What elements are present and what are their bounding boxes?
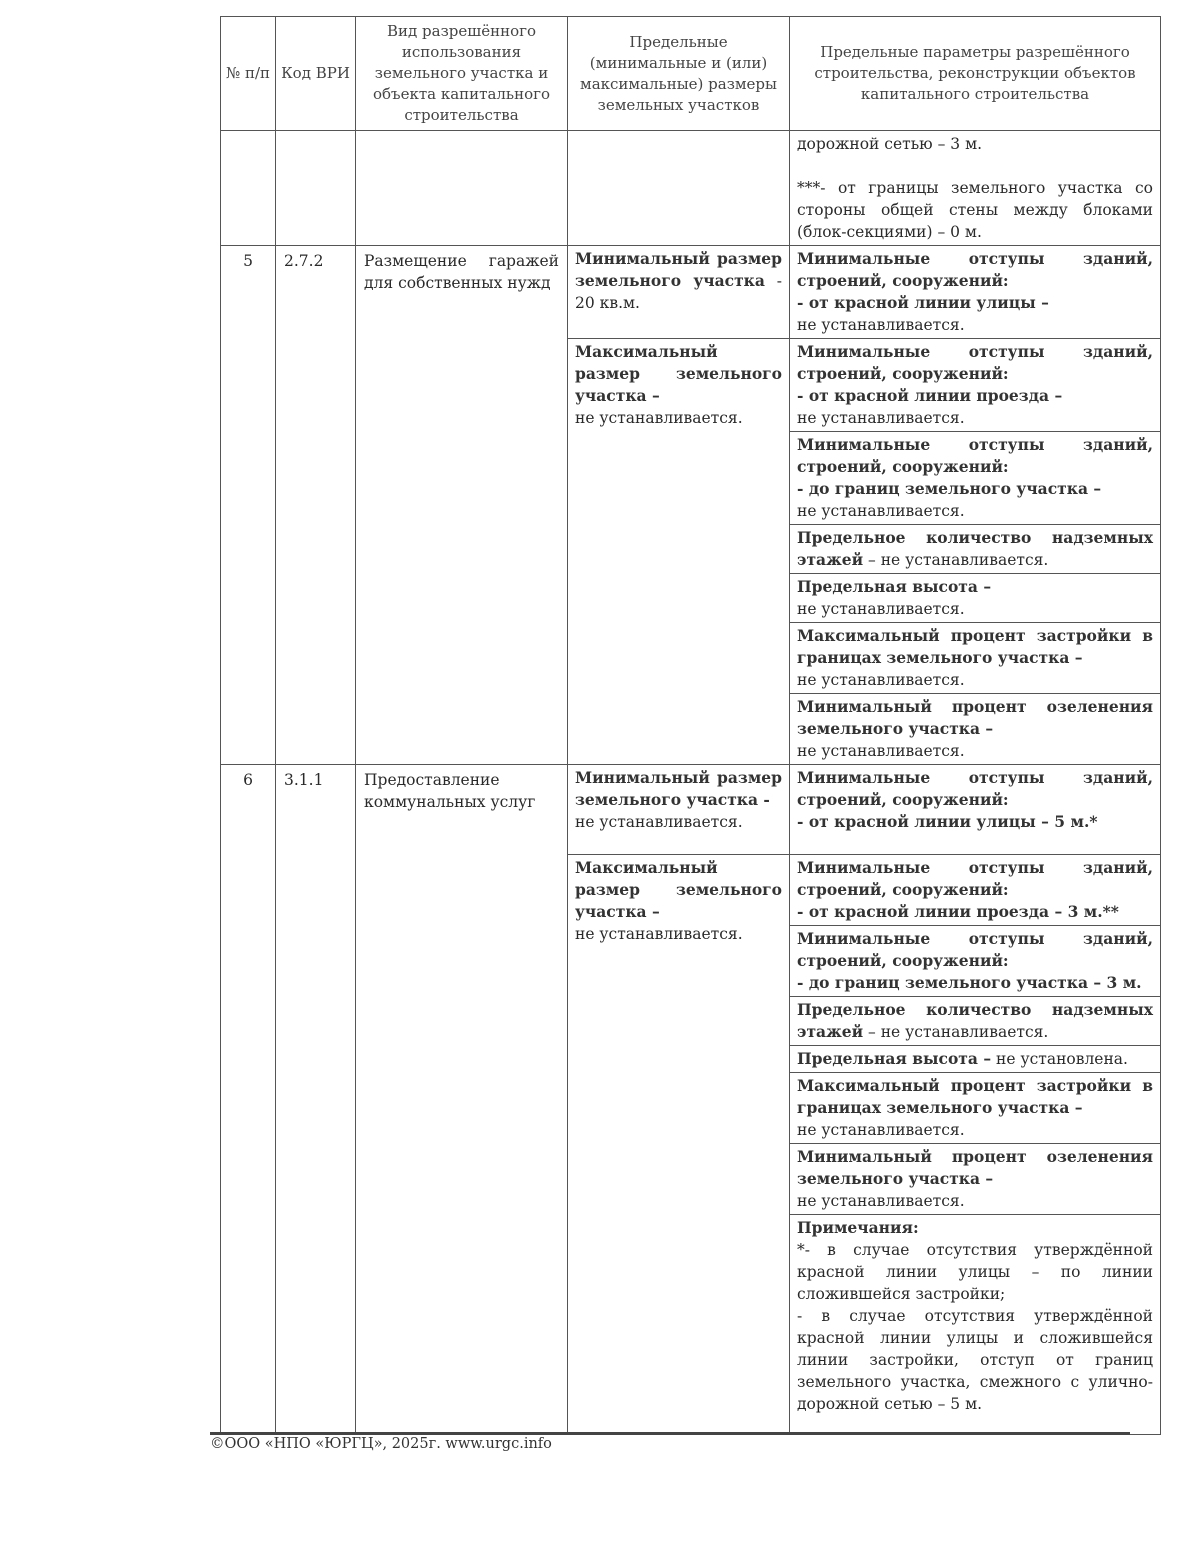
row6-param-7: Минимальный процент озеленения земельного участка – не устанавливается.	[790, 1144, 1161, 1215]
row6-min-size: Минимальный размер земельного участка - не устанавливается.	[568, 765, 790, 855]
row5-param-6: Максимальный процент застройки в границах земельного участка – не устанавливается.	[790, 623, 1161, 694]
row6-notes	[790, 1215, 1161, 1435]
row6-param-5: Предельная высота – не установлена.	[790, 1046, 1161, 1073]
row6-param-3: Минимальные отступы зданий, строений, сооружений: - до границ земельного участка – 3 м.	[790, 926, 1161, 997]
row5-num: 5	[221, 246, 276, 765]
row5-name: Размещение гаражей для собственных нужд	[356, 246, 568, 765]
row6-param-2: Минимальные отступы зданий, строений, сооружений: - от красной линии проезда – 3 м.**	[790, 855, 1161, 926]
row5-min-size: Минимальный размер земельного участка - 20 кв.м.	[568, 246, 790, 339]
table-row-continuation	[221, 131, 1161, 246]
row5-param-4: Предельное количество надземных этажей – не устанавливается.	[790, 525, 1161, 574]
continuation-line1: дорожной сетью – 3 м.	[797, 135, 983, 153]
header-params: Предельные параметры разрешённого строительства, реконструкции объектов капитального строительства	[790, 17, 1161, 131]
header-num: № п/п	[221, 17, 276, 131]
continuation-cell	[790, 131, 1161, 246]
notes-title: Примечания:	[797, 1218, 919, 1237]
footer-divider	[210, 1432, 1130, 1435]
row6-param-1: Минимальные отступы зданий, строений, сооружений: - от красной линии улицы – 5 м.*	[790, 765, 1161, 855]
row6-num: 6	[221, 765, 276, 1435]
continuation-line2: ***- от границы земельного участка со стороны общей стены между блоками (блок-секциями) – 0 м.	[797, 179, 1153, 241]
document-page	[220, 16, 1160, 1435]
row5-param-2: Минимальные отступы зданий, строений, сооружений: - от красной линии проезда – не устанавливается.	[790, 339, 1161, 432]
row6-param-4: Предельное количество надземных этажей – не устанавливается.	[790, 997, 1161, 1046]
table-row	[221, 765, 1161, 855]
row6-code: 3.1.1	[276, 765, 356, 1435]
header-code: Код ВРИ	[276, 17, 356, 131]
row6-name: Предоставление коммунальных услуг	[356, 765, 568, 1435]
row5-max-size: Максимальный размер земельного участка – не устанавливается.	[568, 339, 790, 765]
header-sizes: Предельные (минимальные и (или) максимальные) размеры земельных участков	[568, 17, 790, 131]
note-2: - в случае отсутствия утверждённой красной линии улицы и сложившейся линии застройки, отступ от границ земельного участка, смежного с улично-дорожной сетью – 5 м.	[797, 1307, 1153, 1413]
row5-code: 2.7.2	[276, 246, 356, 765]
table-row	[221, 246, 1161, 339]
footer-copyright: ©ООО «НПО «ЮРГЦ», 2025г. www.urgc.info	[210, 1436, 552, 1452]
header-type: Вид разрешённого использования земельного участка и объекта капитального строительства	[356, 17, 568, 131]
row5-param-5: Предельная высота – не устанавливается.	[790, 574, 1161, 623]
table-header-row	[221, 17, 1161, 131]
row5-param-1: Минимальные отступы зданий, строений, сооружений: - от красной линии улицы – не устанавливается.	[790, 246, 1161, 339]
row6-max-size: Максимальный размер земельного участка – не устанавливается.	[568, 855, 790, 1435]
zoning-parameters-table	[220, 16, 1161, 1435]
row5-param-3: Минимальные отступы зданий, строений, сооружений: - до границ земельного участка – не устанавливается.	[790, 432, 1161, 525]
row5-param-7: Минимальный процент озеленения земельного участка – не устанавливается.	[790, 694, 1161, 765]
note-1: *- в случае отсутствия утверждённой красной линии улицы – по линии сложившейся застройки;	[797, 1241, 1153, 1303]
row6-param-6: Максимальный процент застройки в границах земельного участка – не устанавливается.	[790, 1073, 1161, 1144]
